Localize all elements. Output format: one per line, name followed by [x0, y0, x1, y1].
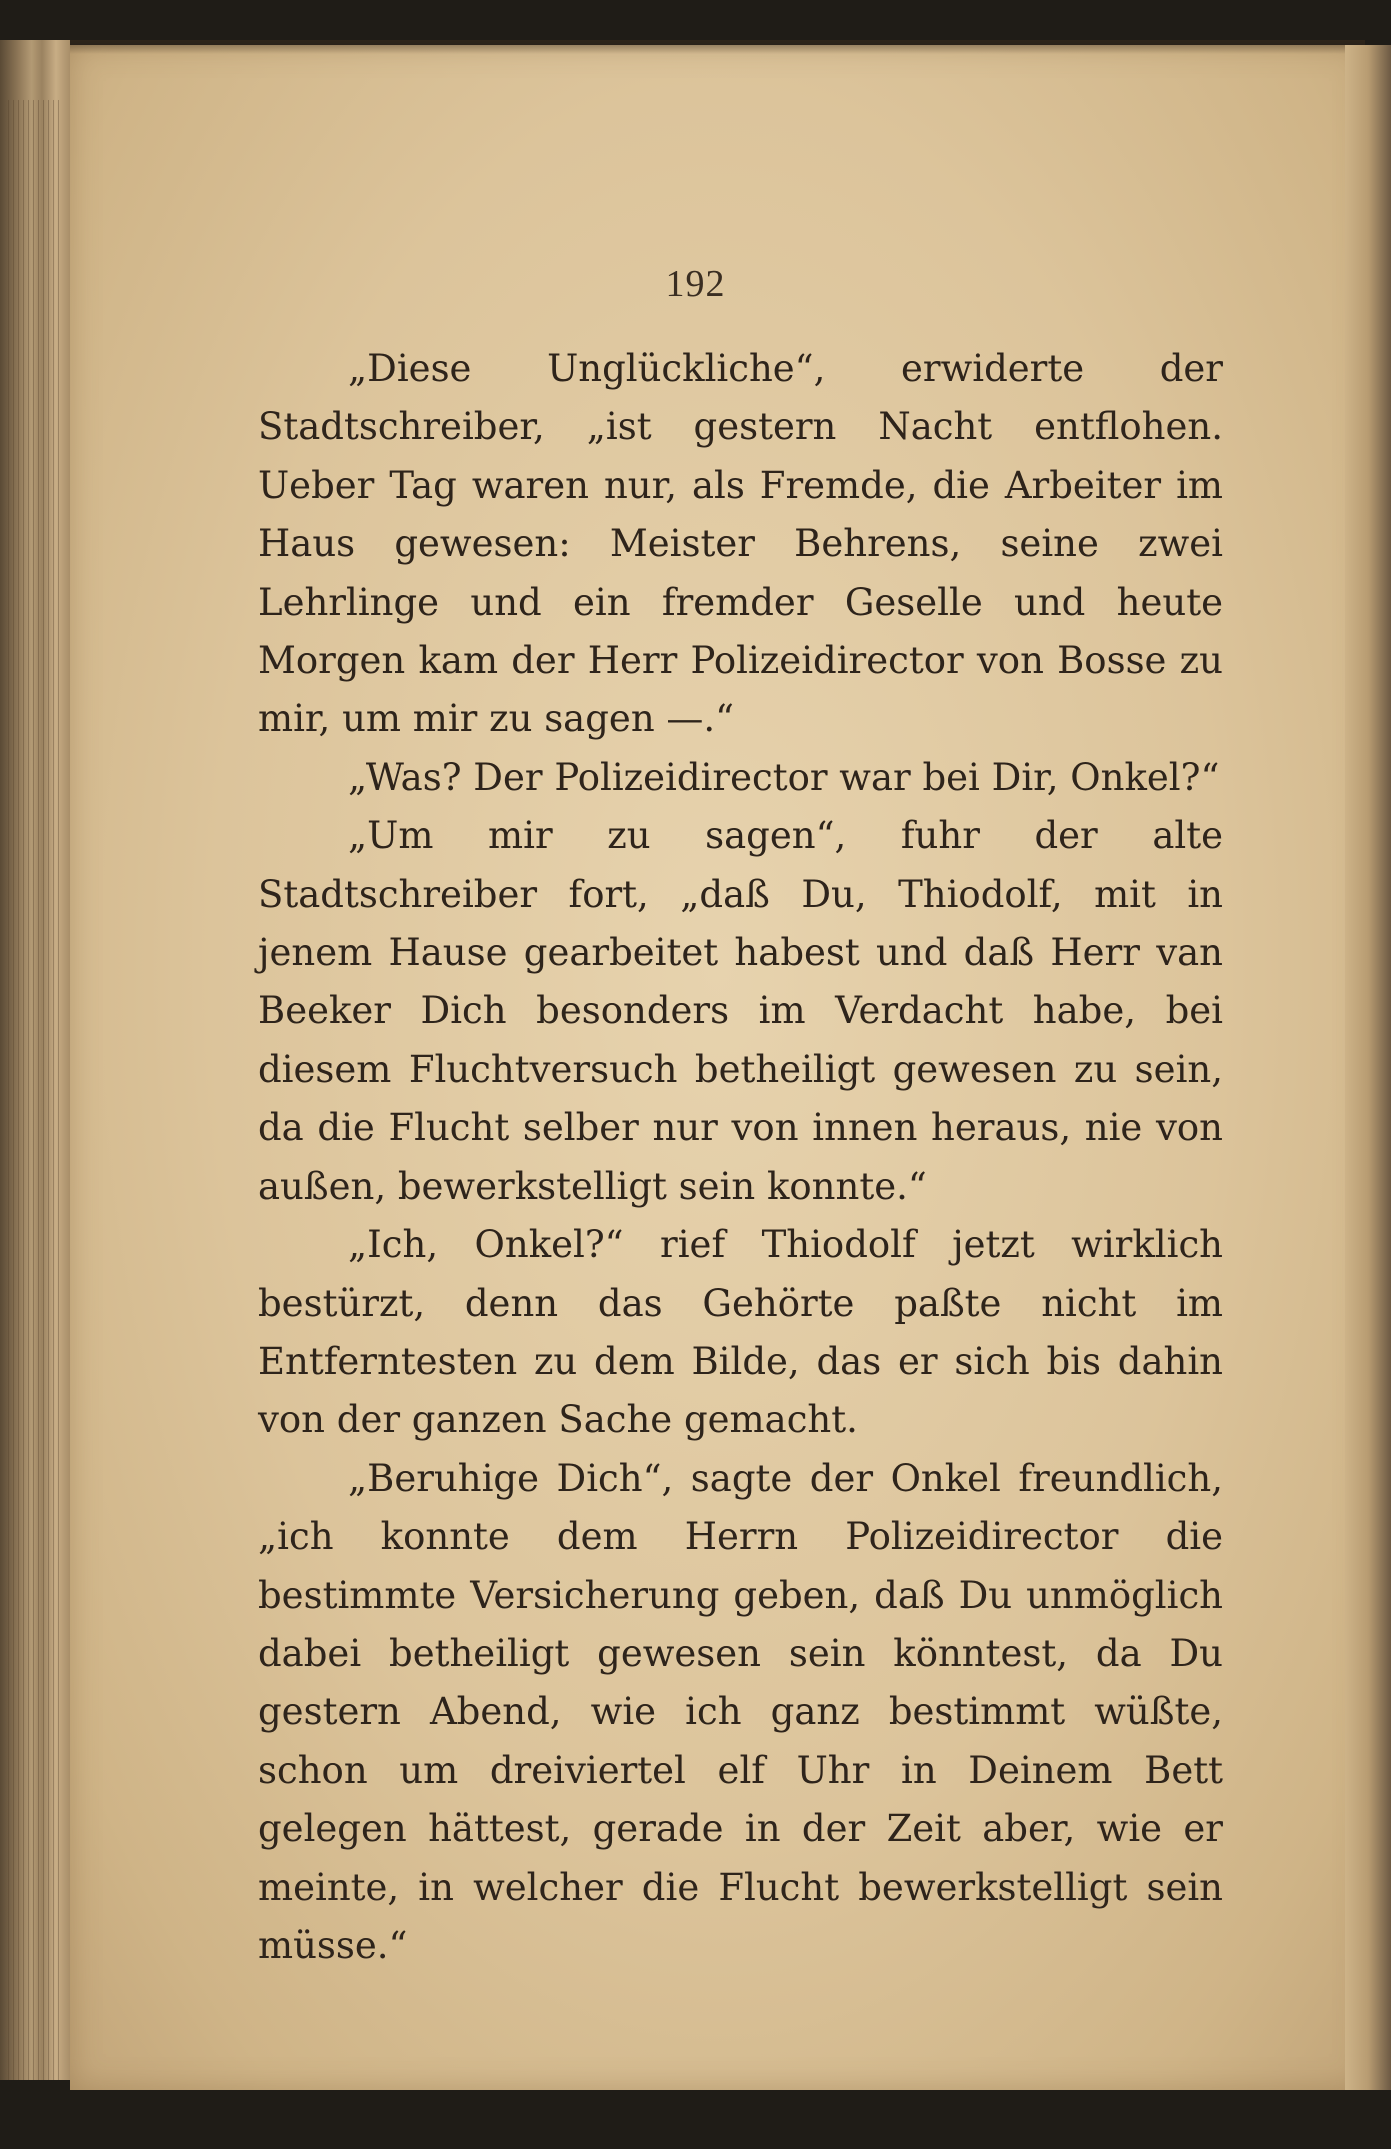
paragraph-4: „Ich, Onkel?“ rief Thiodolf jetzt wirklich bestürzt, denn das Gehörte paßte nicht im Entferntesten zu dem Bilde, das er sich bis dahin von der ganzen Sache gemacht. — [258, 1223, 1223, 1442]
paragraph-2: „Was? Der Polizeidirector war bei Dir, Onkel?“ — [348, 755, 1220, 799]
page-edge-lines — [8, 100, 63, 2080]
page-number: 192 — [665, 263, 726, 305]
page-right-edge — [1345, 45, 1391, 2090]
book-page-edges — [0, 40, 70, 2080]
body-text — [258, 340, 1223, 1975]
paragraph-3: „Um mir zu sagen“, fuhr der alte Stadtschreiber fort, „daß Du, Thiodolf, mit in jenem Hause gearbeitet habest und daß Herr van Beeker Dich besonders im Verdacht habe, bei diesem Fluchtversuch betheiligt gewesen zu sein, da die Flucht selber nur von innen heraus, nie von außen, bewerkstelligt sein konnte.“ — [258, 814, 1223, 1208]
paragraph-1: „Diese Unglückliche“, erwiderte der Stadtschreiber, „ist gestern Nacht entflohen. Ueber Tag waren nur, als Fremde, die Arbeiter im Haus gewesen: Meister Behrens, seine zwei Lehrlinge und ein fremder Geselle und heute Morgen kam der Herr Polizeidirector von Bosse zu mir, um mir zu sagen —.“ — [258, 347, 1223, 741]
page-top-shadow — [70, 40, 1365, 54]
paragraph-5: „Beruhige Dich“, sagte der Onkel freundlich, „ich konnte dem Herrn Polizeidirector die bestimmte Versicherung geben, daß Du unmöglich dabei betheiligt gewesen sein könntest, da Du gestern Abend, wie ich ganz bestimmt wüßte, schon um dreiviertel elf Uhr in Deinem Bett gelegen hättest, gerade in der Zeit aber, wie er meinte, in welcher die Flucht bewerkstelligt sein müsse.“ — [258, 1456, 1223, 1967]
